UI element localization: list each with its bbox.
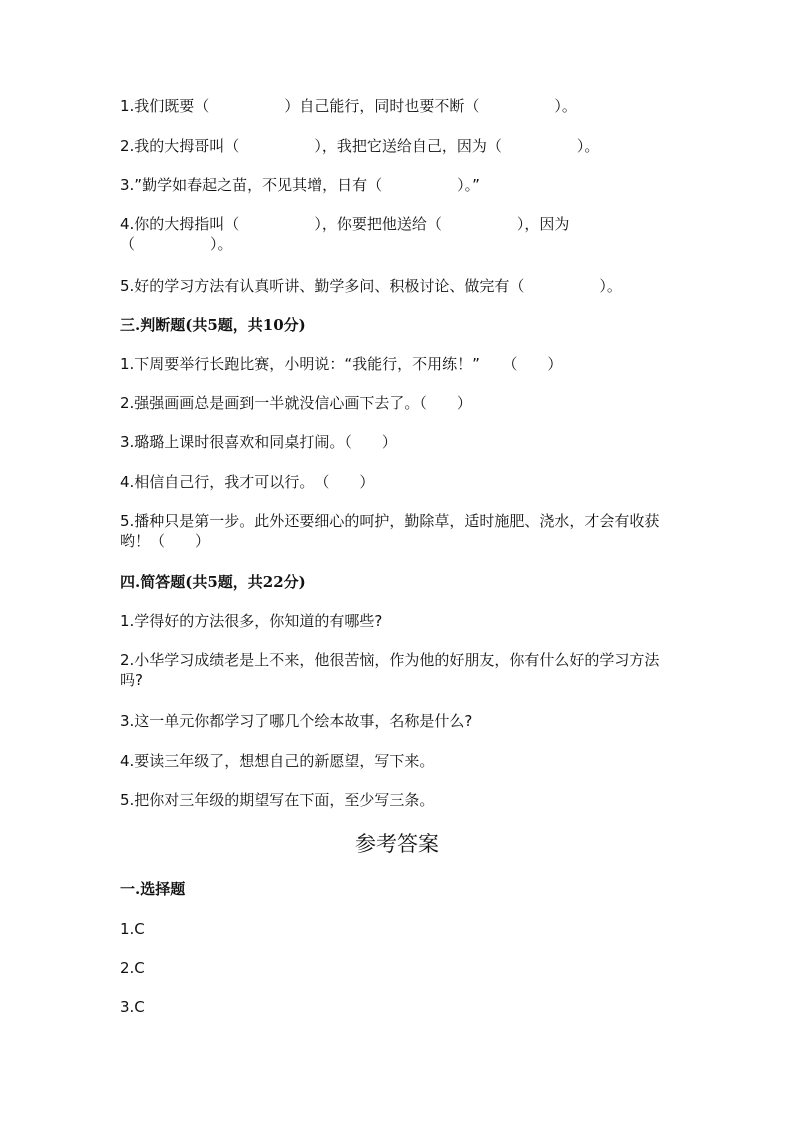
judgment-item-4: 4.相信自己行，我才可以行。 （ ） — [120, 473, 375, 491]
short-answer-item-5: 5.把你对三年级的期望写在下面，至少写三条。 — [120, 791, 435, 809]
short-answer-heading: 四.简答题(共5题，共22分) — [120, 573, 306, 591]
judgment-item-5: 5.播种只是第一步。此外还要细心的呵护，勤除草，适时施肥、浇水，才会有收获哟！（ ） — [120, 512, 660, 550]
fill-blank-item-5: 5.好的学习方法有认真听讲、勤学多问、积极讨论、做完有（ ）。 — [120, 277, 622, 295]
judgment-item-2: 2.强强画画总是画到一半就没信心画下去了。（ ） — [120, 394, 472, 412]
short-answer-item-2: 2.小华学习成绩老是上不来，他很苦恼，作为他的好朋友，你有什么好的学习方法吗? — [120, 651, 660, 689]
answer-item-2: 2.C — [120, 959, 145, 977]
judgment-item-1: 1.下周要举行长跑比赛，小明说：“我能行，不用练！” （ ） — [120, 355, 563, 373]
fill-blank-item-1: 1.我们既要（ ）自己能行，同时也要不断（ ）。 — [120, 97, 577, 115]
fill-blank-item-4: 4.你的大拇指叫（ ），你要把他送给（ ），因为（ ）。 — [120, 215, 570, 253]
answer-item-3: 3.C — [120, 998, 145, 1016]
fill-blank-item-2: 2.我的大拇哥叫（ ），我把它送给自己，因为（ ）。 — [120, 137, 600, 155]
answer-key-title: 参考答案 — [355, 832, 439, 856]
fill-blank-item-3: 3.”勤学如春起之苗，不见其增，日有（ ）。” — [120, 176, 480, 194]
judgment-item-3: 3.璐璐上课时很喜欢和同桌打闹。（ ） — [120, 433, 397, 451]
short-answer-item-1: 1.学得好的方法很多，你知道的有哪些? — [120, 612, 383, 630]
answer-item-1: 1.C — [120, 920, 145, 938]
answer-section-heading: 一.选择题 — [120, 880, 186, 898]
short-answer-item-4: 4.要读三年级了，想想自己的新愿望，写下来。 — [120, 752, 435, 770]
judgment-heading: 三.判断题(共5题，共10分) — [120, 316, 306, 334]
short-answer-item-3: 3.这一单元你都学习了哪几个绘本故事，名称是什么? — [120, 712, 473, 730]
